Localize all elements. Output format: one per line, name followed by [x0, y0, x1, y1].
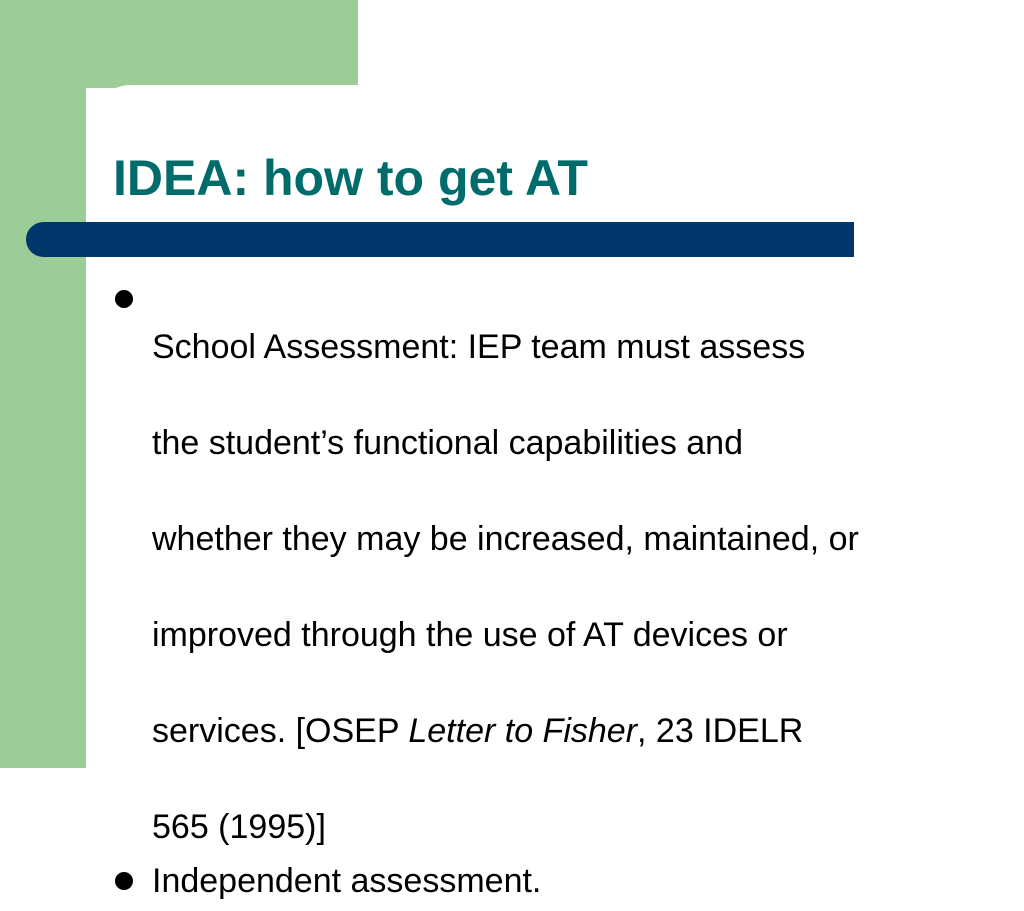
bullet-item-independent-assessment [113, 857, 1013, 905]
bullet-text [152, 275, 1013, 851]
bullet-line: improved through the use of AT devices or [152, 616, 788, 654]
bullet-line: School Assessment: IEP team must assess [152, 328, 806, 366]
bullet-text: Independent assessment. [152, 862, 542, 900]
slide-title: IDEA: how to get AT [113, 150, 588, 206]
bullet-item-school-assessment [113, 275, 1013, 851]
bullet-line: services. [OSEP [152, 712, 409, 750]
bullet-list [113, 275, 1013, 911]
bullet-line: the student’s functional capabilities and [152, 424, 743, 462]
title-underline-bar [26, 222, 854, 257]
bullet-line: 565 (1995)] [152, 808, 326, 846]
bullet-line: , 23 IDELR [637, 712, 804, 750]
case-citation-italic: Letter to Fisher [408, 712, 638, 750]
bullet-line: whether they may be increased, maintained, or [152, 520, 859, 558]
top-green-block [0, 0, 358, 88]
bullet-dot-icon [115, 290, 133, 308]
bullet-dot-icon [115, 872, 133, 890]
sidebar-green-block [0, 0, 86, 768]
